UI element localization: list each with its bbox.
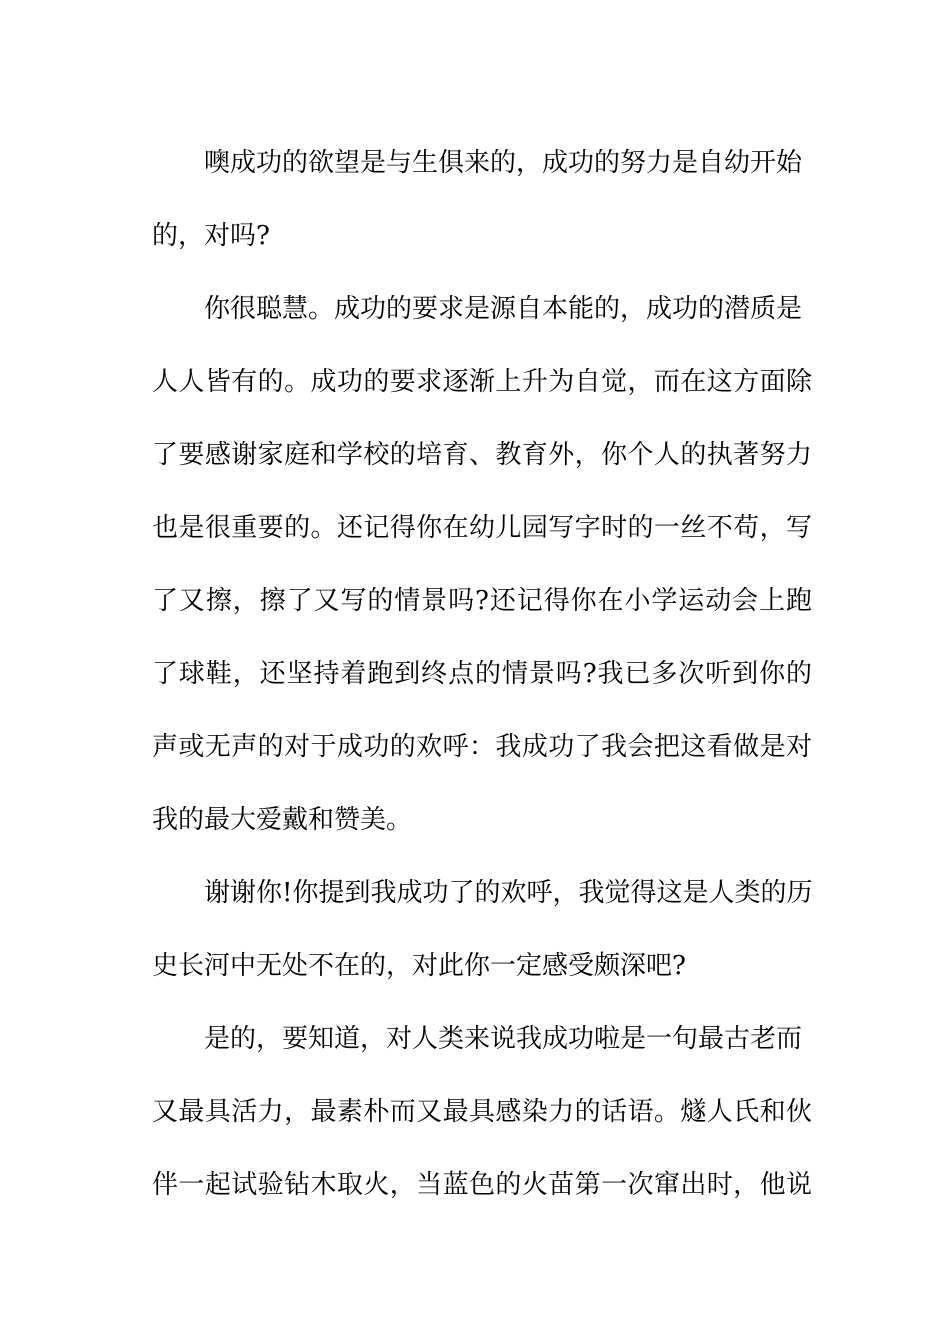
paragraph-line: 了又擦，擦了又写的情景吗?还记得你在小学运动会上跑 [152, 586, 812, 616]
paragraph-line: 也是很重要的。还记得你在幼儿园写字时的一丝不苟，写 [152, 513, 812, 543]
paragraph-line: 了球鞋，还坚持着跑到终点的情景吗?我已多次听到你的 [152, 659, 812, 689]
paragraph-line: 伴一起试验钻木取火，当蓝色的火苗第一次窜出时，他说 [152, 1170, 812, 1200]
paragraph-line: 了要感谢家庭和学校的培育、教育外，你个人的执著努力 [152, 440, 812, 470]
paragraph-line: 人人皆有的。成功的要求逐渐上升为自觉，而在这方面除 [152, 367, 812, 397]
document-body [152, 127, 812, 1222]
paragraph-line: 史长河中无处不在的，对此你一定感受颇深吧? [152, 951, 686, 981]
paragraph-line: 噢成功的欲望是与生俱来的，成功的努力是自幼开始 [204, 148, 803, 178]
paragraph-line: 又最具活力，最素朴而又最具感染力的话语。燧人氏和伙 [152, 1097, 812, 1127]
paragraph-line: 的，对吗? [152, 221, 270, 251]
paragraph-line: 是的，要知道，对人类来说我成功啦是一句最古老而 [204, 1024, 803, 1054]
paragraph-line: 你很聪慧。成功的要求是源自本能的，成功的潜质是 [204, 294, 803, 324]
paragraph-line: 声或无声的对于成功的欢呼：我成功了我会把这看做是对 [152, 732, 812, 762]
paragraph-line: 谢谢你!你提到我成功了的欢呼，我觉得这是人类的历 [204, 878, 813, 908]
paragraph-line: 我的最大爱戴和赞美。 [152, 805, 413, 835]
